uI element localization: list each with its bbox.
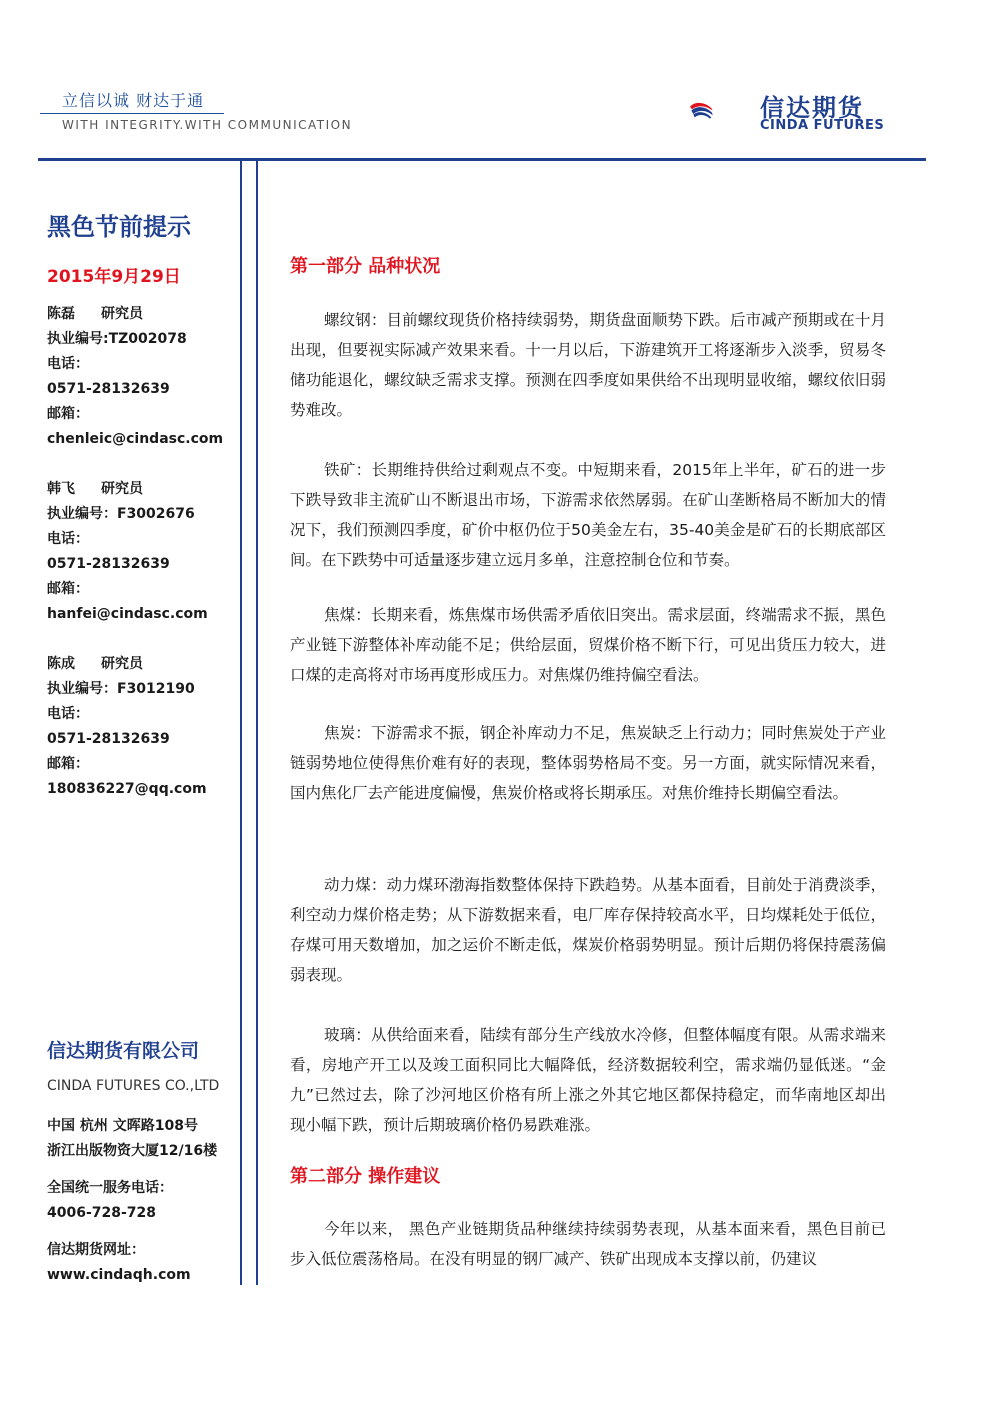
analyst-role: 研究员 bbox=[101, 656, 143, 672]
analyst-block bbox=[47, 652, 207, 802]
address-line: 浙江出版物资大厦12/16楼 bbox=[47, 1143, 218, 1159]
paragraph-advice: 今年以来， 黑色产业链期货品种继续持续弱势表现，从基本面来看，黑色目前已步入低位震荡格局。在没有明显的钢厂减产、铁矿出现成本支撑以前，仍建议 bbox=[290, 1220, 886, 1268]
hotline-label: 全国统一服务电话： bbox=[47, 1180, 173, 1196]
document-title: 黑色节前提示 bbox=[47, 213, 191, 241]
header-rule bbox=[38, 158, 926, 161]
analyst-email[interactable]: 180836227@qq.com bbox=[47, 781, 207, 797]
analyst-phone-label: 电话： bbox=[47, 531, 89, 547]
paragraph-thermal-coal: 动力煤：动力煤环渤海指数整体保持下跌趋势。从基本面看，目前处于消费淡季，利空动力煤价格走势；从下游数据来看，电厂库存保持较高水平，日均煤耗处于低位，存煤可用天数增加，加之运价不断走低，煤炭价格弱势明显。预计后期仍将保持震荡偏弱表现。 bbox=[290, 876, 886, 984]
analyst-phone-label: 电话： bbox=[47, 356, 89, 372]
paragraph-iron-ore: 铁矿：长期维持供给过剩观点不变。中短期来看，2015年上半年，矿石的进一步下跌导致非主流矿山不断退出市场，下游需求依然孱弱。在矿山垄断格局不断加大的情况下，我们预测四季度，矿价中枢仍位于50美金左右，35-40美金是矿石的长期底部区间。在下跌势中可适量逐步建立远月多单，注意控制仓位和节奏。 bbox=[290, 461, 886, 569]
logo-text-english: CINDA FUTURES bbox=[760, 118, 885, 133]
analyst-block bbox=[47, 477, 208, 627]
analyst-name: 陈磊 bbox=[47, 306, 75, 322]
document-date: 2015年9月29日 bbox=[47, 267, 181, 287]
analyst-phone: 0571-28132639 bbox=[47, 556, 170, 572]
slogan-underline bbox=[40, 113, 224, 114]
analyst-email[interactable]: chenleic@cindasc.com bbox=[47, 431, 224, 447]
analyst-license: 执业编号:TZ002078 bbox=[47, 331, 187, 347]
analyst-phone: 0571-28132639 bbox=[47, 381, 170, 397]
paragraph-coke: 焦炭：下游需求不振，钢企补库动力不足，焦炭缺乏上行动力；同时焦炭处于产业链弱势地位使得焦价难有好的表现，整体弱势格局不变。另一方面，就实际情况来看，国内焦化厂去产能进度偏慢，焦炭价格或将长期承压。对焦价维持长期偏空看法。 bbox=[290, 724, 886, 802]
paragraph-rebar: 螺纹钢：目前螺纹现货价格持续弱势，期货盘面顺势下跌。后市减产预期或在十月出现，但要视实际减产效果来看。十一月以后，下游建筑开工将逐渐步入淡季，贸易冬储功能退化，螺纹缺乏需求支撑。预测在四季度如果供给不出现明显收缩，螺纹依旧弱势难改。 bbox=[290, 311, 886, 419]
section-heading: 第二部分 操作建议 bbox=[290, 1166, 441, 1187]
analyst-license: 执业编号：F3002676 bbox=[47, 506, 195, 522]
logo-text-chinese: 信达期货 bbox=[760, 94, 864, 122]
company-name-english: CINDA FUTURES CO.,LTD bbox=[47, 1078, 220, 1094]
analyst-email-label: 邮箱： bbox=[47, 756, 89, 772]
paragraph-glass: 玻璃：从供给面来看，陆续有部分生产线放水冷修，但整体幅度有限。从需求端来看，房地产开工以及竣工面积同比大幅降低，经济数据较利空，需求端仍显低迷。“金九”已然过去，除了沙河地区价格有所上涨之外其它地区都保持稳定，而华南地区却出现小幅下跌，预计后期玻璃价格仍易跌难涨。 bbox=[290, 1026, 886, 1134]
website-link[interactable]: www.cindaqh.com bbox=[47, 1267, 191, 1283]
analyst-email-label: 邮箱： bbox=[47, 406, 89, 422]
analyst-phone: 0571-28132639 bbox=[47, 731, 170, 747]
slogan-chinese: 立信以诚 财达于通 bbox=[62, 91, 205, 110]
analyst-phone-label: 电话： bbox=[47, 706, 89, 722]
sidebar-divider-left bbox=[240, 160, 242, 1285]
company-name: 信达期货有限公司 bbox=[47, 1040, 200, 1062]
analyst-name: 陈成 bbox=[47, 656, 75, 672]
analyst-block bbox=[47, 302, 223, 452]
hotline-number: 4006-728-728 bbox=[47, 1205, 157, 1221]
analyst-role: 研究员 bbox=[101, 306, 143, 322]
cinda-logo-icon bbox=[688, 82, 768, 138]
analyst-role: 研究员 bbox=[101, 481, 143, 497]
slogan-english: WITH INTEGRITY.WITH COMMUNICATION bbox=[62, 118, 353, 132]
analyst-email-label: 邮箱： bbox=[47, 581, 89, 597]
website-label: 信达期货网址： bbox=[47, 1242, 145, 1258]
company-contact bbox=[47, 1114, 217, 1288]
sidebar-divider-right bbox=[256, 160, 258, 1285]
section-heading: 第一部分 品种状况 bbox=[290, 256, 441, 277]
analyst-license: 执业编号：F3012190 bbox=[47, 681, 195, 697]
analyst-email[interactable]: hanfei@cindasc.com bbox=[47, 606, 208, 622]
analyst-name: 韩飞 bbox=[47, 481, 75, 497]
paragraph-coking-coal: 焦煤：长期来看，炼焦煤市场供需矛盾依旧突出。需求层面，终端需求不振，黑色产业链下游整体补库动能不足；供给层面，贸煤价格不断下行，可见出货压力较大，进口煤的走高将对市场再度形成压力。对焦煤仍维持偏空看法。 bbox=[290, 606, 886, 684]
page-header bbox=[0, 0, 992, 160]
address-line: 中国 杭州 文晖路108号 bbox=[47, 1118, 198, 1134]
